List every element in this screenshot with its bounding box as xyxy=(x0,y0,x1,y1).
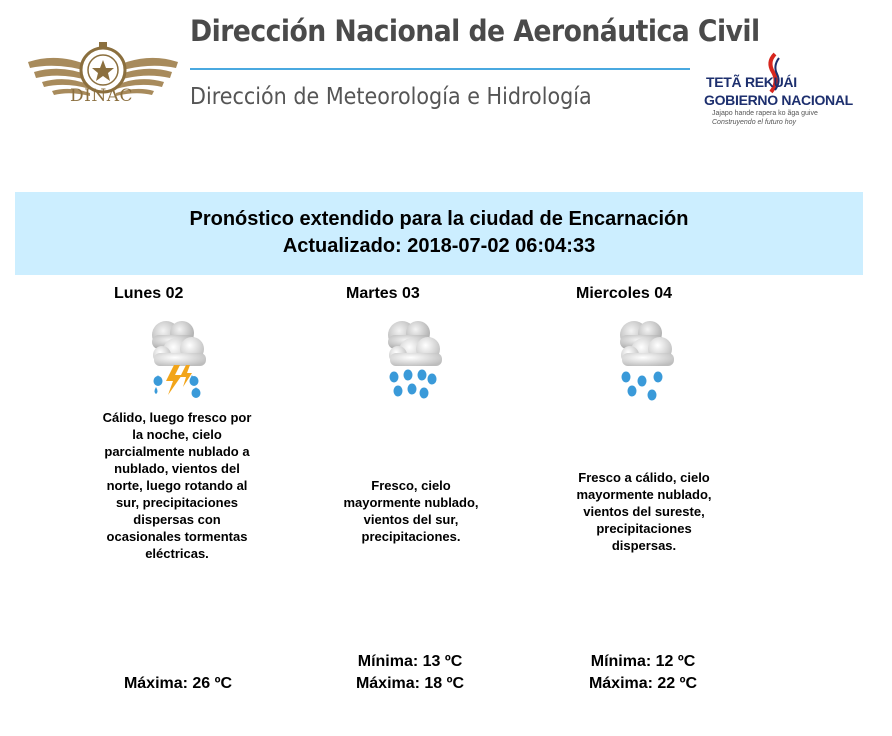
day-max-temp: Máxima: 26 ºC xyxy=(123,675,233,692)
cloud-storm-rain-icon xyxy=(138,313,218,403)
dinac-wings-emblem-icon xyxy=(18,22,188,127)
forecast-banner xyxy=(15,192,863,275)
dinac-logo-text: DINAC xyxy=(69,86,133,106)
gobierno-nacional-logo xyxy=(700,50,860,132)
day-min-temp: Mínima: 13 ºC xyxy=(357,653,463,670)
dinac-logo xyxy=(18,22,188,127)
day-name: Miercoles 04 xyxy=(576,285,673,302)
cloud-rain-icon xyxy=(606,313,686,403)
gov-logo-line4: Construyendo el futuro hoy xyxy=(712,119,797,126)
banner-updated-timestamp: Actualizado: 2018-07-02 06:04:33 xyxy=(282,235,596,257)
day-name: Martes 03 xyxy=(346,285,420,302)
day-min-temp: Mínima: 12 ºC xyxy=(590,653,696,670)
title-divider xyxy=(190,68,690,70)
page-title: Dirección Nacional de Aeronáutica Civil xyxy=(190,14,760,48)
page-subtitle: Dirección de Meteorología e Hidrología xyxy=(190,84,592,110)
gov-logo-line3: Jajapo hande rapera ko ãga guive xyxy=(712,110,818,117)
day-name: Lunes 02 xyxy=(114,285,184,302)
banner-title: Pronóstico extendido para la ciudad de Encarnación xyxy=(189,208,689,230)
day-max-temp: Máxima: 22 ºC xyxy=(588,675,698,692)
gov-logo-line2: GOBIERNO NACIONAL xyxy=(704,92,853,108)
cloud-rain-icon xyxy=(374,313,454,403)
day-max-temp: Máxima: 18 ºC xyxy=(355,675,465,692)
day-description: Fresco a cálido, cielo mayormente nublado, vientos del sureste, precipitaciones dispersas. xyxy=(576,470,712,553)
day-description: Cálido, luego fresco por la noche, cielo parcialmente nublado a nublado, vientos del norte, luego rotando al sur, precipitaciones dispersas con ocasionales tormentas eléctricas. xyxy=(102,410,252,561)
page-header xyxy=(0,0,892,150)
gov-logo-line1: TETÃ REKUÁI xyxy=(706,74,797,90)
day-description: Fresco, cielo mayormente nublado, vientos del sur, precipitaciones. xyxy=(343,478,479,544)
